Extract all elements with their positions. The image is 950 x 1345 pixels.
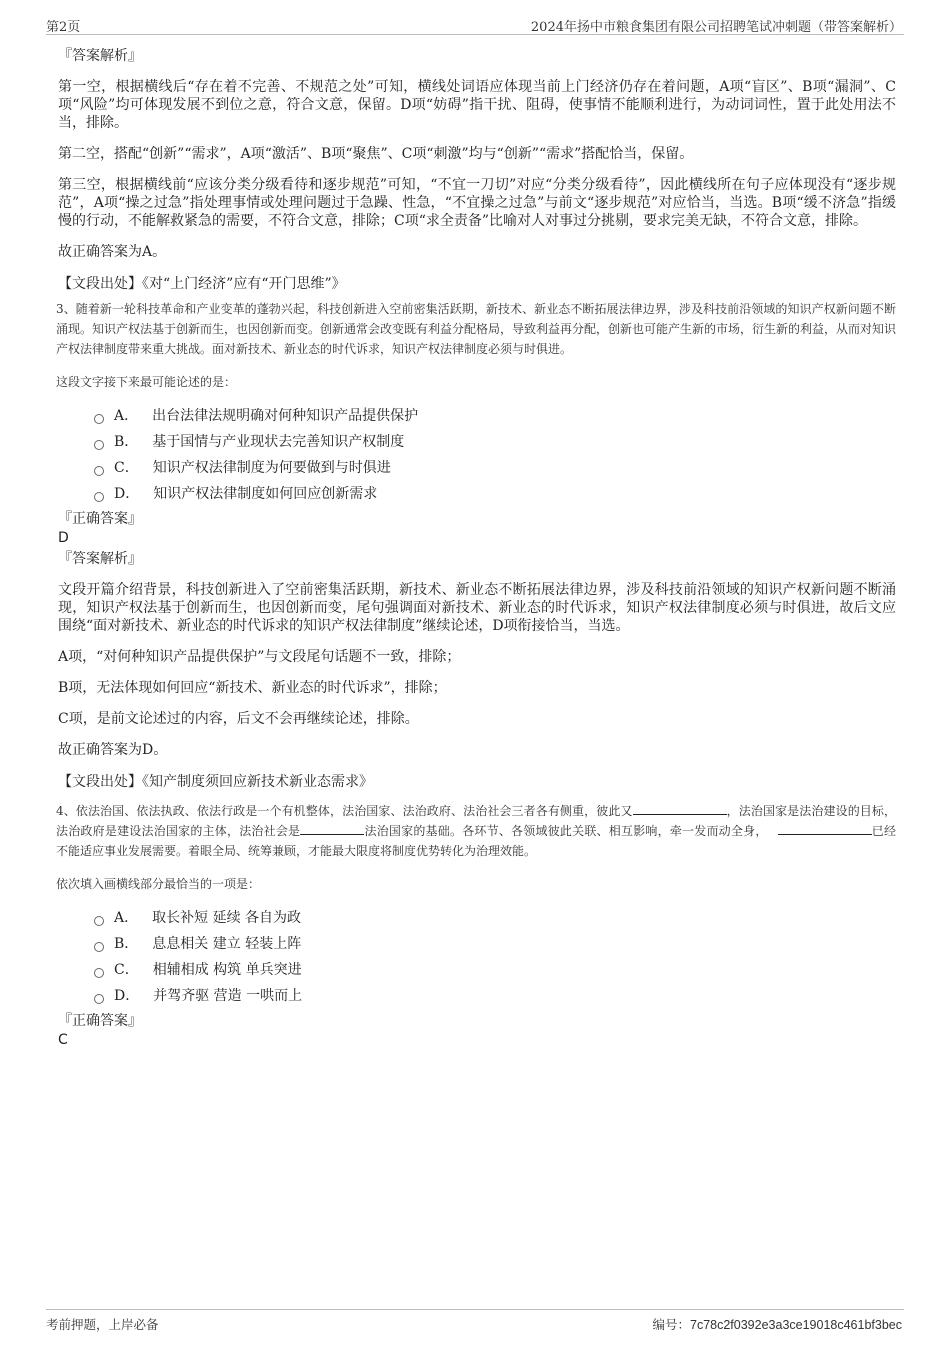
q2-analysis-p2: 第二空，搭配“创新”“需求”，A项“激活”、B项“聚焦”、C项“刺激”均与“创新”“需求”搭配恰当，保留。 — [58, 146, 694, 162]
q3-answer: D — [58, 530, 69, 546]
q3-stem: 3、随着新一轮科技革命和产业变革的蓬勃兴起，科技创新进入空前密集活跃期，新技术、新业态不断拓展法律边界，涉及科技前沿领域的知识产权新问题不断涌现。知识产权法基于创新而生，也因创新而变。创新通常会改变既有利益分配格局，导致利益再分配，创新也可能产生新的市场，衍生新的利益，从而对知识产权法律制度带来重大挑战。面对新技术、新业态的时代诉求，知识产权法律制度必须与时俱进。 — [56, 302, 897, 356]
page-content — [56, 46, 896, 1049]
q2-conclusion: 故正确答案为A。 — [58, 244, 167, 260]
q3-conclusion: 故正确答案为D。 — [58, 742, 168, 758]
document-title: 2024年扬中市粮食集团有限公司招聘笔试冲刺题（带答案解析） — [530, 20, 902, 35]
radio-icon[interactable] — [94, 942, 104, 952]
q4-option-a[interactable]: A． 取长补短 延续 各自为政 — [94, 905, 896, 931]
page-header — [46, 14, 904, 35]
q3-options — [56, 403, 896, 507]
q3-option-a[interactable]: A． 出台法律法规明确对何种知识产品提供保护 — [94, 403, 896, 429]
q4-option-c[interactable]: C． 相辅相成 构筑 单兵突进 — [94, 957, 896, 983]
analysis-label: 『答案解析』 — [58, 551, 142, 567]
fill-blank-1 — [633, 802, 727, 815]
q4-options — [56, 905, 896, 1009]
q3-analysis-b: B项，无法体现如何回应“新技术、新业态的时代诉求”，排除； — [58, 680, 447, 696]
q2-analysis-p1: 第一空，根据横线后“存在着不完善、不规范之处”可知，横线处词语应体现当前上门经济仍存在着问题，A项“盲区”、B项“漏洞”、C项“风险”均可体现发展不到位之意，符合文意，保留。D项“妨碍”指干扰、阻碍，使事情不能顺利进行，为动词词性，置于此处用法不当，排除。 — [58, 79, 896, 131]
q3-option-c[interactable]: C． 知识产权法律制度为何要做到与时俱进 — [94, 455, 896, 481]
q4-option-b[interactable]: B． 息息相关 建立 轻装上阵 — [94, 931, 896, 957]
radio-icon[interactable] — [94, 466, 104, 476]
q3-option-b[interactable]: B． 基于国情与产业现状去完善知识产权制度 — [94, 429, 896, 455]
answer-label: 『正确答案』 — [58, 511, 142, 527]
radio-icon[interactable] — [94, 440, 104, 450]
q2-source: 【文段出处】《对“上门经济”应有“开门思维”》 — [58, 276, 346, 292]
q3-prompt: 这段文字接下来最可能论述的是： — [56, 375, 237, 389]
q4-answer: C — [58, 1032, 68, 1048]
q3-analysis-p1: 文段开篇介绍背景，科技创新进入了空前密集活跃期，新技术、新业态不断拓展法律边界，涉及科技前沿领域的知识产权新问题不断涌现，知识产权法基于创新而生，也因创新而变，尾句强调面对新技术、新业态的时代诉求，知识产权法律制度必须与时俱进，故后文应围绕“面对新技术、新业态的时代诉求的知识产权法律制度”继续论述，D项衔接恰当，当选。 — [58, 582, 896, 634]
q3-source: 【文段出处】《知产制度须回应新技术新业态需求》 — [58, 774, 373, 790]
footer-slogan: 考前押题，上岸必备 — [46, 1317, 159, 1332]
q3-analysis-a: A项，“对何种知识产品提供保护”与文段尾句话题不一致，排除； — [58, 649, 461, 665]
page-footer — [46, 1309, 904, 1334]
radio-icon[interactable] — [94, 994, 104, 1004]
radio-icon[interactable] — [94, 414, 104, 424]
q4-prompt: 依次填入画横线部分最恰当的一项是： — [56, 877, 261, 891]
radio-icon[interactable] — [94, 968, 104, 978]
analysis-label: 『答案解析』 — [58, 48, 142, 64]
q3-option-d[interactable]: D． 知识产权法律制度如何回应创新需求 — [94, 481, 896, 507]
radio-icon[interactable] — [94, 916, 104, 926]
radio-icon[interactable] — [94, 492, 104, 502]
q4-stem: 4、依法治国、依法执政、依法行政是一个有机整体，法治国家、法治政府、法治社会三者各有侧重，彼此又 ，法治国家是法治建设的目标，法治政府是建设法治国家的主体，法治社会是 法治国家的基础。各环节、各领域彼此关联、相互影响，牵一发而动全身， 已经不能适应事业发展需要。着眼全局、统筹兼顾，才能最大限度将制度优势转化为治理效能。 — [56, 804, 896, 858]
answer-label: 『正确答案』 — [58, 1013, 142, 1029]
q4-option-d[interactable]: D． 并驾齐驱 营造 一哄而上 — [94, 983, 896, 1009]
fill-blank-3 — [778, 822, 872, 835]
q2-analysis-p3: 第三空，根据横线前“应该分类分级看待和逐步规范”可知，“不宜一刀切”对应“分类分级看待”，因此横线所在句子应体现没有“逐步规范”，A项“操之过急”指处理事情或处理问题过于急躁、性急，“不宜操之过急”与前文“逐步规范”对应恰当，当选。B项“缓不济急”指缓慢的行动，不能解救紧急的需要，不符合文意，排除；C项“求全责备”比喻对人对事过分挑剔，要求完美无缺，不符合文意，排除。 — [58, 177, 896, 229]
fill-blank-2 — [300, 822, 364, 835]
q3-analysis-c: C项，是前文论述过的内容，后文不会再继续论述，排除。 — [58, 711, 419, 727]
document-code: 编号：7c78c2f0392e3a3ce19018c461bf3bec — [652, 1317, 902, 1332]
page-number: 第2页 — [46, 20, 81, 35]
